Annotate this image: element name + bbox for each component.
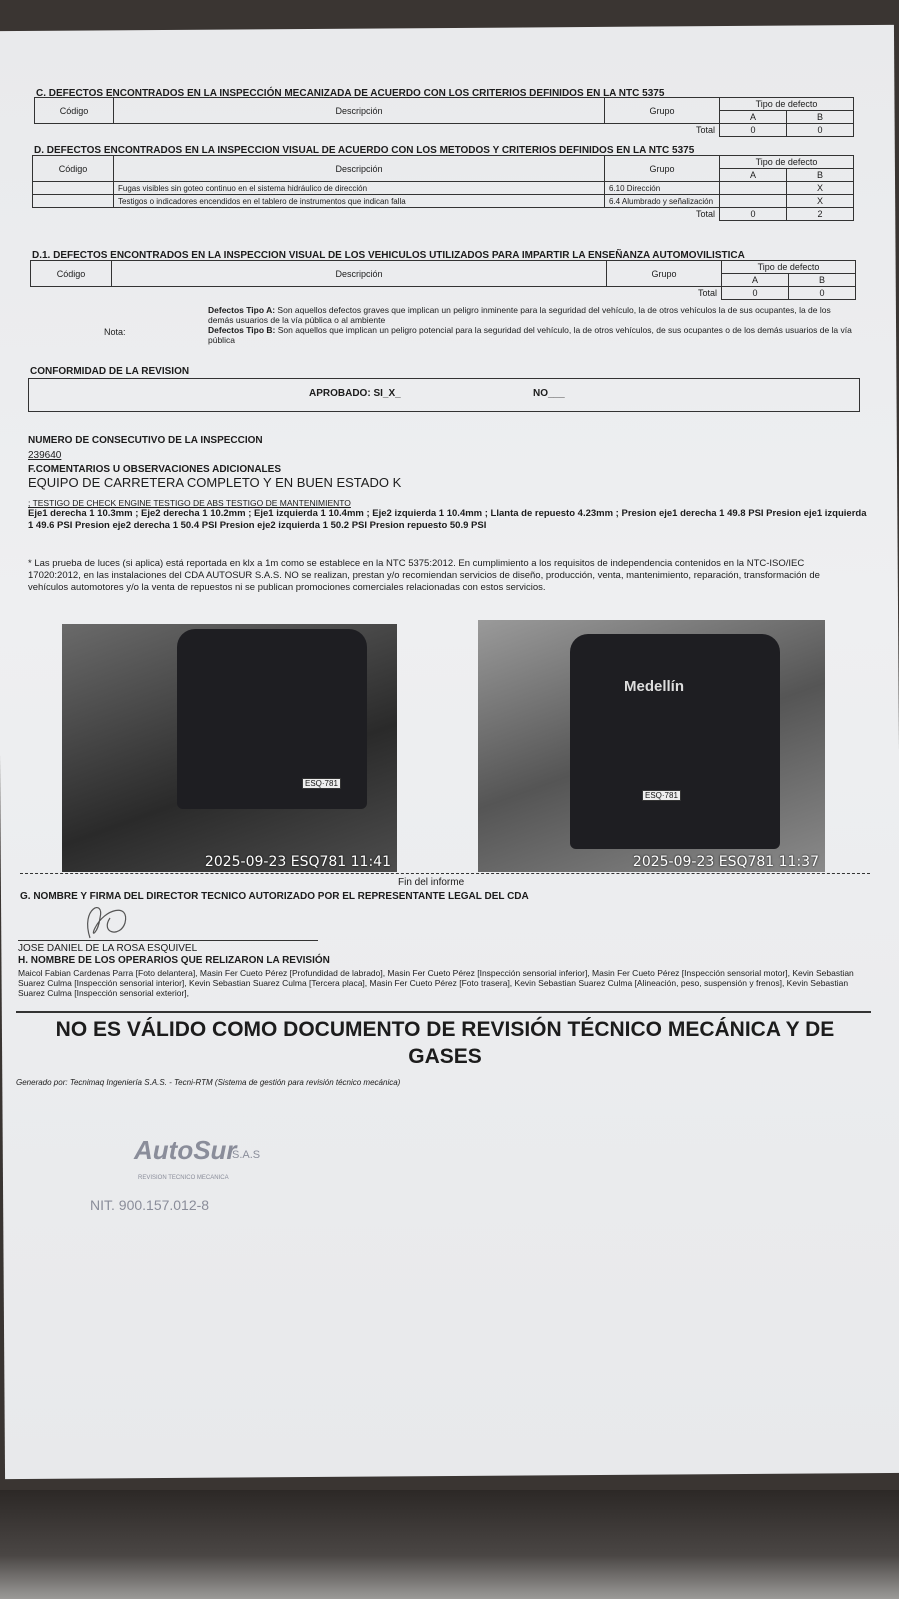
stamp-brand: AutoSur [134,1135,237,1165]
van-sign: Medellín [624,678,685,695]
tipo-a-text: Son aquellos defectos graves que implican un peligro inminente para la seguridad del vehículo, la de otros vehículos la de sus ocupantes, la de los demás usuarios de la vía pública o al ambiente [208,305,831,325]
stamp-sub: REVISION TECNICO MECANICA [138,1175,229,1181]
comentarios-medidas: Eje1 derecha 1 10.3mm ; Eje2 derecha 1 10.2mm ; Eje1 izquierda 1 10.4mm ; Eje2 izquierda 1 10.4mm ; Llanta de repuesto 4.23mm ; Presion eje1 derecha 1 49.8 PSI Presion eje1 izquierda 1 49.6 PSI Presion eje2 derecha 1 50.4 PSI Presion eje2 izquierda 1 50.2 PSI Presion repuesto 50.9 PSI [28,508,867,531]
comentarios-testigos: ; TESTIGO DE CHECK ENGINE TESTIGO DE ABS TESTIGO DE MANTENIMIENTO [28,498,351,508]
director-title: G. NOMBRE Y FIRMA DEL DIRECTOR TECNICO AUTORIZADO POR EL REPRESENTANTE LEGAL DEL CDA [20,891,529,902]
generado-por: Generado por: Tecnimaq Ingeniería S.A.S. - Tecni-RTM (Sistema de gestión para revisión técnico mecánica) [16,1078,401,1087]
tipo-b-text: Son aquellos que implican un peligro potencial para la seguridad del vehículo, la de otros vehículos, de sus ocupantes o de los demás usuarios de la vía pública [208,325,852,345]
row-descripcion: Testigos o indicadores encendidos en el tablero de instrumentos que indican falla [114,195,605,208]
header-grupo: Grupo [605,98,720,124]
consecutivo-value: 239640 [28,450,62,461]
photo-timestamp: 2025-09-23 ESQ781 11:41 [204,854,391,870]
fin-informe: Fin del informe [398,877,465,888]
header-a: A [722,274,789,287]
conformidad-title: CONFORMIDAD DE LA REVISION [30,366,190,377]
header-tipo: Tipo de defecto [720,156,854,169]
nota-luces: * Las prueba de luces (si aplica) está reportada en klx a 1m como se establece en la NTC 5375:2012. En cumplimiento a los requisitos de independencia contenidos en la NTC-ISO/IEC 17020:2012, en las instalaciones del CDA AUTOSUR S.A.S. NO se realizan, prestan y/o recomiendan servicios de diseño, producción, venta, mantenimiento, reparación, transformación de vehículos automotores y/o la venta de repuestos ni se publican promociones comerciales relacionadas con estos servicios. [28,558,820,593]
aprobado-no: NO___ [533,388,565,399]
header-b: B [787,111,854,124]
total-label: Total [33,208,720,221]
nota-text [208,305,858,345]
header-grupo: Grupo [607,261,722,287]
section-d1-table [30,260,856,300]
stamp-suffix: S.A.S [232,1149,261,1161]
row-grupo: 6.4 Alumbrado y señalización [605,195,720,208]
header-grupo: Grupo [605,156,720,182]
total-a: 0 [722,287,789,300]
header-tipo: Tipo de defecto [722,261,856,274]
header-codigo: Código [31,261,112,287]
photo-front [62,624,397,872]
header-b: B [789,274,856,287]
header-tipo: Tipo de defecto [720,98,854,111]
consecutivo-title: NUMERO DE CONSECUTIVO DE LA INSPECCION [28,435,263,446]
signature-line [18,940,318,941]
total-b: 2 [787,208,854,221]
header-b: B [787,169,854,182]
header-a: A [720,169,787,182]
signature [60,898,160,944]
aprobado-si: APROBADO: SI_X_ [309,388,401,399]
total-b: 0 [789,287,856,300]
tipo-b-label: Defectos Tipo B: [208,325,276,335]
section-d1-title: D.1. DEFECTOS ENCONTRADOS EN LA INSPECCION VISUAL DE LOS VEHICULOS UTILIZADOS PARA IMPARTIR LA ENSEÑANZA AUTOMOVILISTICA [32,250,745,261]
row-b: X [787,195,854,208]
conformidad-box [28,378,860,412]
operarios-title: H. NOMBRE DE LOS OPERARIOS QUE RELIZARON LA REVISIÓN [18,955,330,966]
photo-rear [478,620,825,872]
plate: ESQ·781 [302,778,341,789]
photo-timestamp: 2025-09-23 ESQ781 11:37 [632,854,819,870]
header-a: A [720,111,787,124]
table-row [33,182,854,195]
row-a [720,195,787,208]
director-name: JOSE DANIEL DE LA ROSA ESQUIVEL [18,943,198,954]
operarios-text: Maicol Fabian Cardenas Parra [Foto delantera], Masin Fer Cueto Pérez [Profundidad de labrado], Masin Fer Cueto Pérez [Inspección sensorial inferior], Masin Fer Cueto Pérez [Inspección sensorial motor], Kevin Sebastian Suarez Culma [Inspección sensorial interior], Kevin Sebastian Suarez Culma [Tercera placa], Masin Fer Cueto Pérez [Foto trasera], Kevin Sebastian Suarez Culma [Alineación, peso, suspensión y frenos], Kevin Sebastian Suarez Culma [Inspección sensorial exterior], [18,968,854,998]
header-descripcion: Descripción [114,98,605,124]
table-row [33,195,854,208]
van-rear [570,634,780,849]
total-label: Total [31,287,722,300]
tipo-a-label: Defectos Tipo A: [208,305,276,315]
table-surface [0,1490,899,1599]
row-grupo: 6.10 Dirección [605,182,720,195]
header-codigo: Código [33,156,114,182]
row-descripcion: Fugas visibles sin goteo continuo en el sistema hidráulico de dirección [114,182,605,195]
row-b: X [787,182,854,195]
total-a: 0 [720,124,787,137]
total-a: 0 [720,208,787,221]
section-d-table [32,155,854,221]
header-descripcion: Descripción [114,156,605,182]
plate: ESQ·781 [642,790,681,801]
comentarios-title: F.COMENTARIOS U OBSERVACIONES ADICIONALES [28,464,281,475]
section-c-title: C. DEFECTOS ENCONTRADOS EN LA INSPECCIÓN MECANIZADA DE ACUERDO CON LOS CRITERIOS DEFINIDOS EN LA NTC 5375 [36,88,665,99]
header-codigo: Código [35,98,114,124]
company-stamp [60,1135,280,1220]
divider [20,873,870,874]
nota-label: Nota: [104,327,126,337]
header-descripcion: Descripción [112,261,607,287]
divider [16,1011,871,1013]
comentarios-line1: EQUIPO DE CARRETERA COMPLETO Y EN BUEN ESTADO K [28,475,402,490]
total-b: 0 [787,124,854,137]
invalid-warning: NO ES VÁLIDO COMO DOCUMENTO DE REVISIÓN TÉCNICO MECÁNICA Y DE GASES [55,1018,835,1068]
total-label: Total [35,124,720,137]
section-d-title: D. DEFECTOS ENCONTRADOS EN LA INSPECCION VISUAL DE ACUERDO CON LOS METODOS Y CRITERIOS DEFINIDOS EN LA NTC 5375 [34,145,695,156]
row-a [720,182,787,195]
stamp-nit: NIT. 900.157.012-8 [90,1197,210,1213]
section-c-table [34,97,854,137]
